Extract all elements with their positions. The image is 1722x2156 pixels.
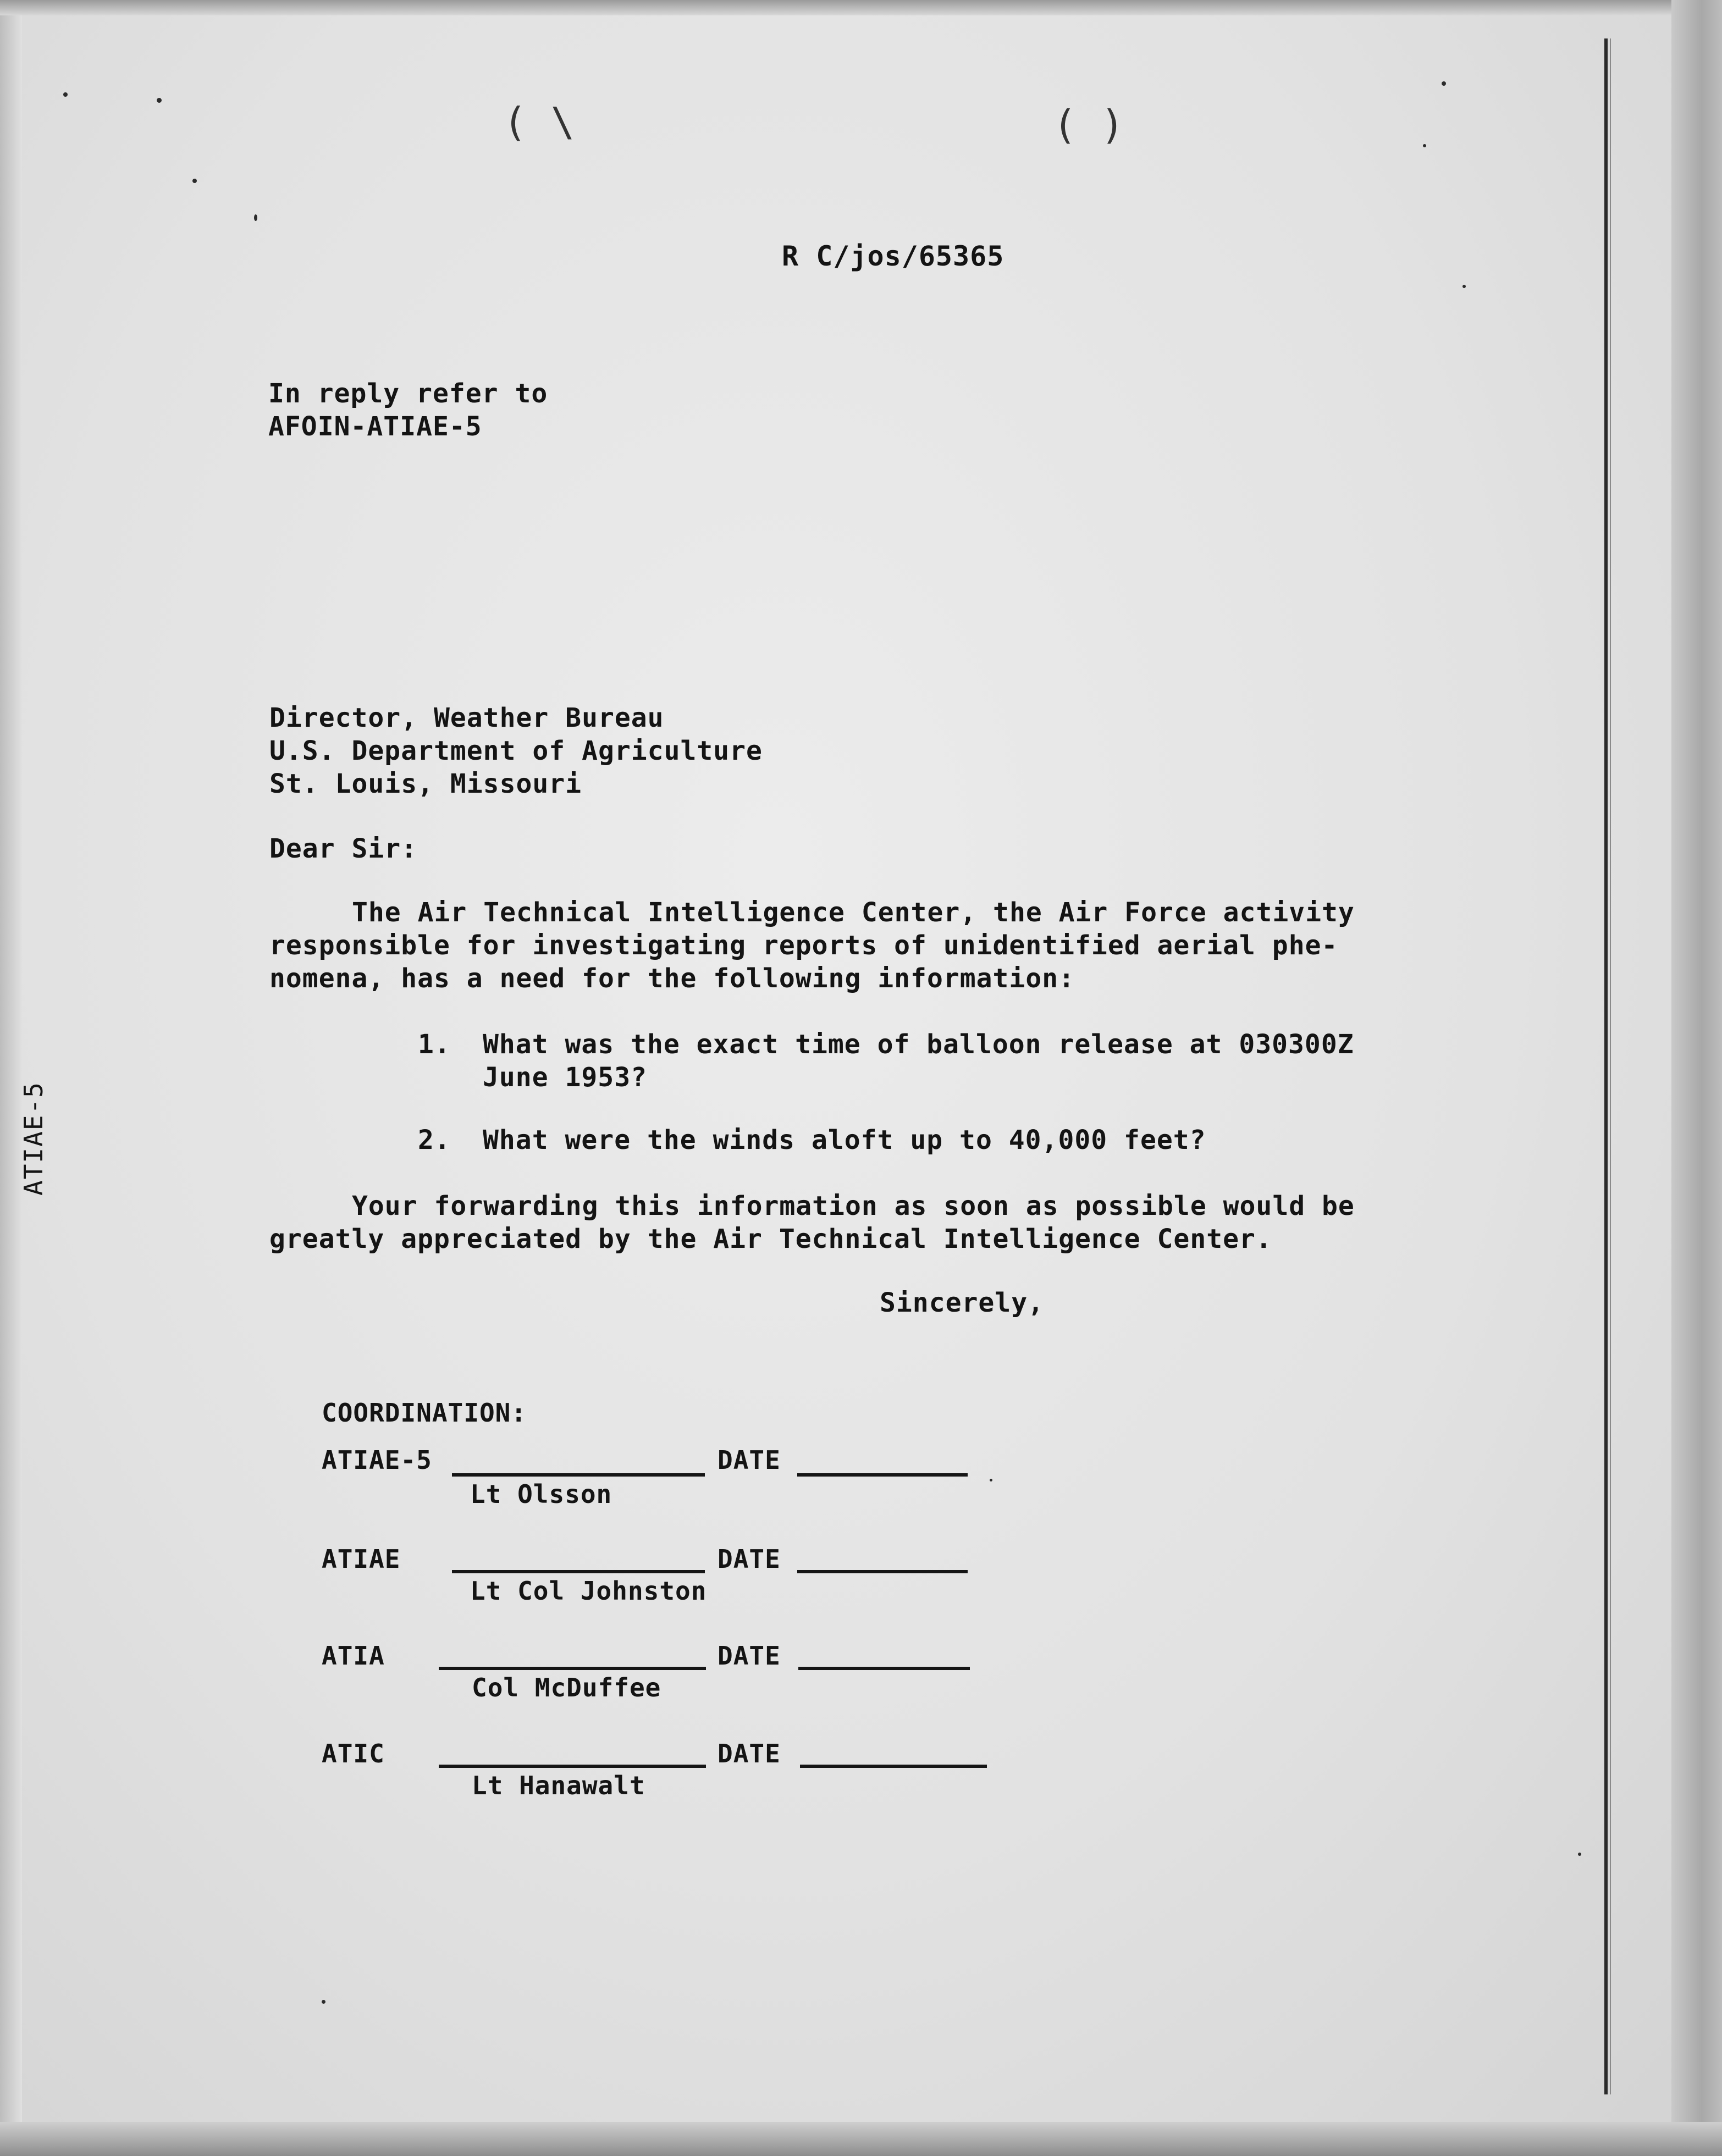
coordination-signer: Lt Olsson (470, 1479, 612, 1509)
addressee-line1: Director, Weather Bureau (269, 703, 664, 733)
coordination-office: ATIA (322, 1641, 385, 1671)
scan-speck (192, 179, 197, 183)
salutation: Dear Sir: (269, 833, 418, 864)
intro-paragraph: The Air Technical Intelligence Center, the Air Force activity responsible for investigating reports of unidentified aerial phe- nomena, has a need for the following information: (269, 897, 1355, 994)
scan-speck (157, 98, 162, 103)
addressee-line2: U.S. Department of Agriculture (269, 736, 763, 766)
date-label: DATE (718, 1445, 781, 1475)
margin-note-vertical: ATIAE-5 (19, 1081, 48, 1196)
coordination-office: ATIC (322, 1739, 385, 1768)
addressee-line3: St. Louis, Missouri (269, 769, 582, 799)
item-text: What was the exact time of balloon release at 030300Z June 1953? (483, 1029, 1354, 1093)
scan-speck (1462, 285, 1466, 288)
scan-border-left (0, 0, 22, 2156)
coordination-office: ATIAE-5 (322, 1445, 432, 1475)
scan-speck (254, 214, 257, 221)
signoff: Sincerely, (880, 1287, 1044, 1318)
page-edge-shadow (1610, 38, 1611, 2094)
reply-ref-line2: AFOIN-ATIAE-5 (268, 411, 482, 442)
scan-border-top (0, 0, 1722, 15)
date-line (798, 1667, 970, 1670)
coordination-signer: Col McDuffee (472, 1673, 661, 1702)
scan-speck (322, 2000, 325, 2004)
signature-line (439, 1667, 706, 1670)
coordination-heading: COORDINATION: (322, 1398, 527, 1428)
top-mark-right: ( ) (1053, 102, 1125, 148)
page-edge-line (1604, 38, 1608, 2094)
signature-line (452, 1473, 705, 1477)
date-label: DATE (718, 1544, 781, 1574)
scan-border-right (1671, 0, 1722, 2156)
date-line (797, 1473, 968, 1477)
scan-speck (1578, 1853, 1581, 1856)
scan-speck (1423, 144, 1426, 147)
scan-speck (1442, 81, 1446, 86)
reference-code: R C/jos/65365 (782, 240, 1004, 272)
date-line (800, 1765, 987, 1768)
date-label: DATE (718, 1739, 781, 1768)
scan-speck (990, 1479, 992, 1481)
coordination-office: ATIAE (322, 1544, 401, 1574)
coordination-signer: Lt Col Johnston (470, 1576, 707, 1606)
coordination-signer: Lt Hanawalt (472, 1771, 645, 1800)
item-text: What were the winds aloft up to 40,000 feet? (483, 1125, 1206, 1156)
scan-border-bottom (0, 2122, 1722, 2156)
item-number: 1. (418, 1029, 451, 1060)
signature-line (452, 1570, 705, 1573)
signature-line (439, 1765, 706, 1768)
reply-ref-line1: In reply refer to (268, 378, 548, 409)
date-label: DATE (718, 1641, 781, 1671)
item-number: 2. (418, 1125, 451, 1156)
top-mark-left: ( \ (503, 99, 575, 145)
closing-paragraph: Your forwarding this information as soon as possible would be greatly appreciated by the Air Technical Intelligence Center. (269, 1191, 1355, 1254)
scan-speck (63, 92, 68, 97)
date-line (797, 1570, 968, 1573)
